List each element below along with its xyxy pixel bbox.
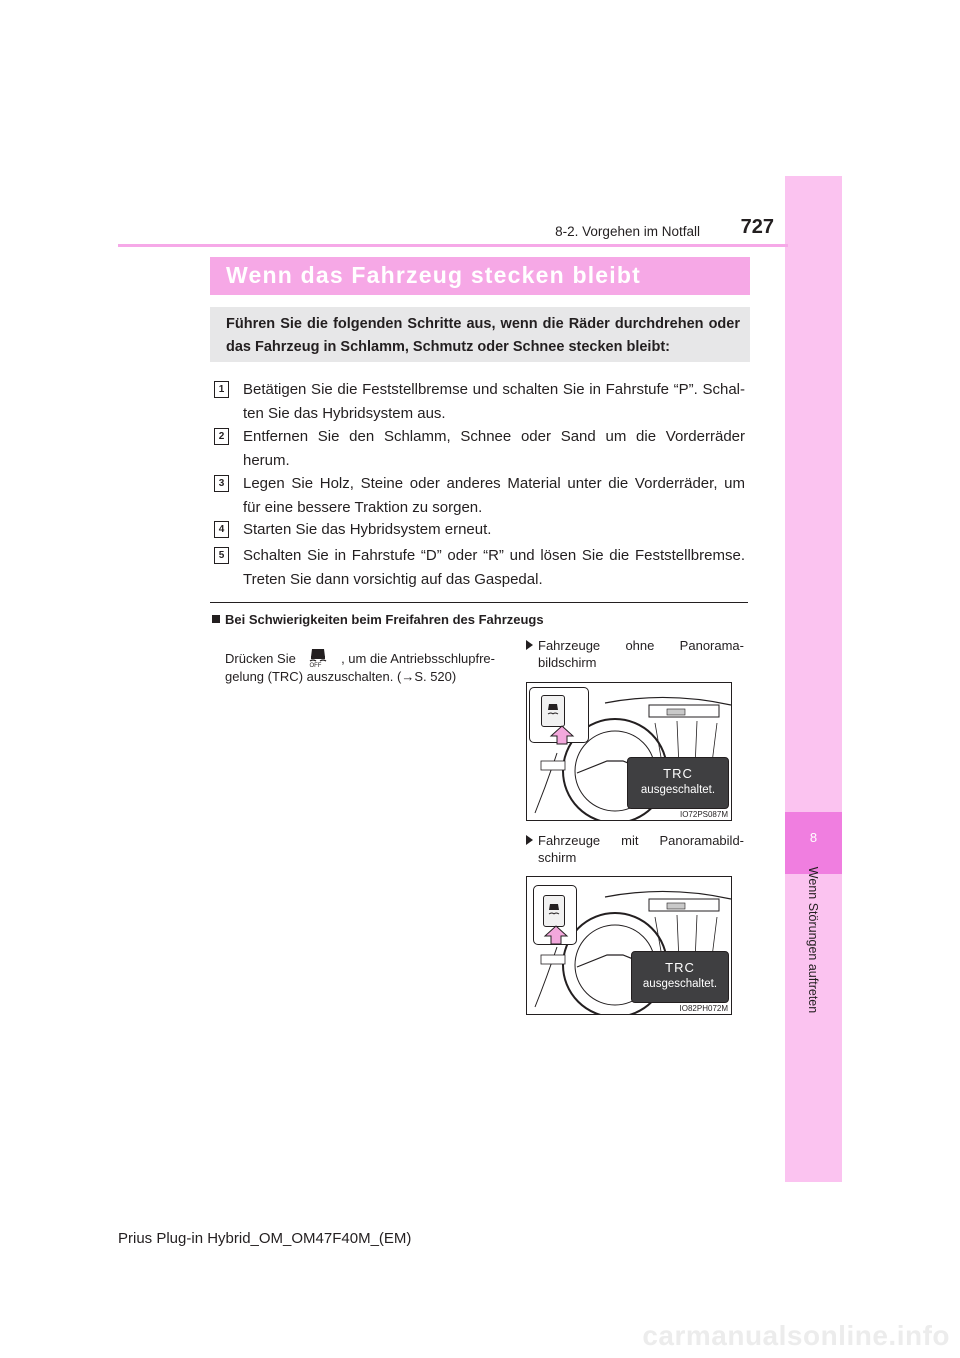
caption-text: bildschirm [538, 655, 597, 670]
trc-switch-icon [541, 695, 565, 727]
footer-model: Prius Plug-in Hybrid_OM_OM47F40M_(EM) [118, 1230, 412, 1247]
display-line2: ausgeschaltet. [642, 978, 718, 990]
square-bullet-icon [212, 615, 220, 623]
trc-off-icon [303, 647, 333, 671]
figure-code: IO72PS087M [679, 810, 728, 819]
display-message-box [631, 951, 729, 1003]
chapter-number: 8 [809, 830, 818, 845]
subsection-heading-text: Bei Schwierigkeiten beim Freifahren des Fahrzeugs [225, 612, 544, 627]
figure-caption [526, 832, 744, 866]
chapter-title: Wenn Störungen auftreten [806, 866, 820, 1014]
step-line: herum. [243, 452, 290, 469]
step-line: für eine bessere Traktion zu sorgen. [243, 499, 483, 516]
triangle-bullet-icon [526, 835, 533, 845]
step-line: Treten Sie dann vorsichtig auf das Gaspedal. [243, 571, 543, 588]
caption-text: schirm [538, 850, 577, 865]
step-badge: 4 [214, 521, 229, 538]
triangle-bullet-icon [526, 640, 533, 650]
caption-text: Fahrzeuge mit Panoramabild- [538, 833, 744, 848]
press-line2: gelung (TRC) auszuschalten. ( [225, 669, 402, 684]
section-reference: 8-2. Vorgehen im Notfall [555, 224, 700, 239]
step-line: Legen Sie Holz, Steine oder anderes Material unter die Vorderräder, um [243, 475, 745, 492]
press-suffix: , um die Antriebsschlupfre- [341, 651, 495, 666]
trc-switch-icon [543, 895, 565, 927]
step-badge: 1 [214, 381, 229, 398]
caption-line [526, 637, 744, 654]
step-line: Schalten Sie in Fahrstufe “D” oder “R” und lösen Sie die Feststellbremse. [243, 547, 745, 564]
section-divider [210, 602, 748, 603]
press-instruction-line1 [225, 647, 495, 671]
trc-switch-symbol [544, 896, 564, 926]
header-divider [118, 244, 788, 247]
caption-text: Fahrzeuge ohne Panorama- [538, 638, 744, 653]
icon-off-label: OFF [309, 663, 322, 669]
page-reference: S. 520) [414, 669, 457, 684]
step-badge: 3 [214, 475, 229, 492]
press-instruction-line2 [225, 669, 456, 684]
figure-caption [526, 637, 744, 671]
caption-line [526, 832, 744, 849]
pointing-arrow-icon [549, 725, 575, 750]
step-line: Entfernen Sie den Schlamm, Schnee oder Sand um die Vorderräder [243, 428, 745, 445]
subsection-heading [212, 612, 544, 627]
display-line1: TRC [665, 960, 695, 975]
step-text [243, 425, 745, 473]
press-prefix: Drücken Sie [225, 651, 296, 666]
step-badge: 5 [214, 547, 229, 564]
page-number: 727 [740, 216, 774, 238]
figure-dashboard-standard [526, 682, 732, 821]
pointing-arrow-icon [543, 925, 569, 950]
pointing-arrow-graphic [543, 925, 569, 945]
chapter-tab [785, 176, 842, 1182]
intro-text: Führen Sie die folgenden Schritte aus, wenn die Räder durchdrehen oder das Fahrzeug in Schlamm, Schmutz oder Schnee stecken bleibt: [226, 316, 740, 355]
step-text [243, 518, 745, 542]
step-badge: 2 [214, 428, 229, 445]
figure-dashboard-panorama [526, 876, 732, 1015]
display-line1: TRC [663, 766, 693, 781]
step-text [243, 544, 745, 592]
step-line: Starten Sie das Hybridsystem erneut. [243, 521, 492, 538]
step-text [243, 472, 745, 520]
watermark-text[interactable]: carmanualsonline.info [642, 1320, 950, 1351]
display-line2: ausgeschaltet. [640, 784, 716, 796]
figure-code: IO82PH072M [679, 1004, 728, 1013]
step-line: Betätigen Sie die Feststellbremse und schalten Sie in Fahrstufe “P”. Schal- [243, 381, 745, 398]
step-line: ten Sie das Hybridsystem aus. [243, 405, 446, 422]
trc-switch-symbol [542, 696, 564, 726]
pointing-arrow-graphic [549, 725, 575, 745]
page-title: Wenn das Fahrzeug stecken bleibt [226, 262, 642, 288]
step-text [243, 378, 745, 426]
display-message-box [627, 757, 729, 809]
arrow-icon: → [401, 669, 415, 684]
